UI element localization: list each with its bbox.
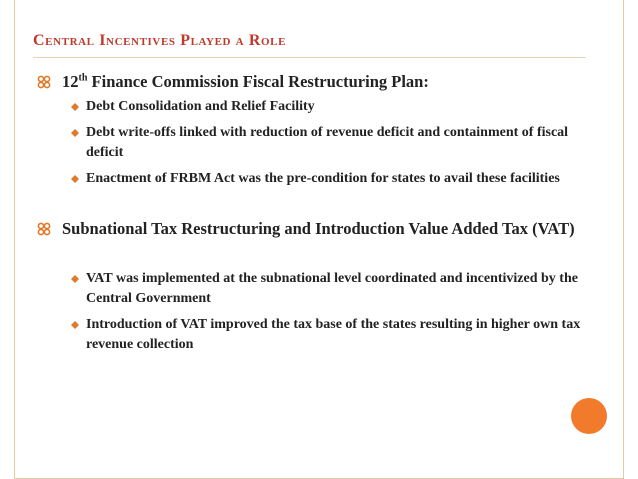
section-1-item-2: Debt write-offs linked with reduction of revenue deficit and containment of fiscal deficit [86,125,569,160]
section-2-heading: Subnational Tax Restructuring and Introduction Value Added Tax (VAT) [62,219,575,238]
section-1-heading-sup: th [78,72,88,84]
diamond-bullet-icon [71,175,79,183]
quad-bullet-icon [37,75,51,89]
title-divider [33,57,586,58]
section-2-item-1: VAT was implemented at the subnational level coordinated and incentivized by the Central Government [86,271,578,306]
diamond-bullet-icon [71,275,79,283]
section-1-heading [62,71,582,92]
slide-border-right [623,0,624,479]
section-2-item-2: Introduction of VAT improved the tax base of the states resulting in higher own tax revenue collection [86,317,581,352]
slide-title: Central Incentives Played a Role [33,32,287,49]
accent-circle [571,398,607,434]
section-1-heading-num: 12 [62,72,79,91]
section-1-heading-rest: Finance Commission Fiscal Restructuring Plan: [87,72,429,91]
diamond-bullet-icon [71,129,79,137]
diamond-bullet-icon [71,321,79,329]
section-1-item-1: Debt Consolidation and Relief Facility [86,99,315,114]
slide-border-left [14,0,15,479]
quad-bullet-icon [37,222,51,236]
diamond-bullet-icon [71,103,79,111]
section-1-item-3: Enactment of FRBM Act was the pre-condition for states to avail these facilities [86,171,560,186]
